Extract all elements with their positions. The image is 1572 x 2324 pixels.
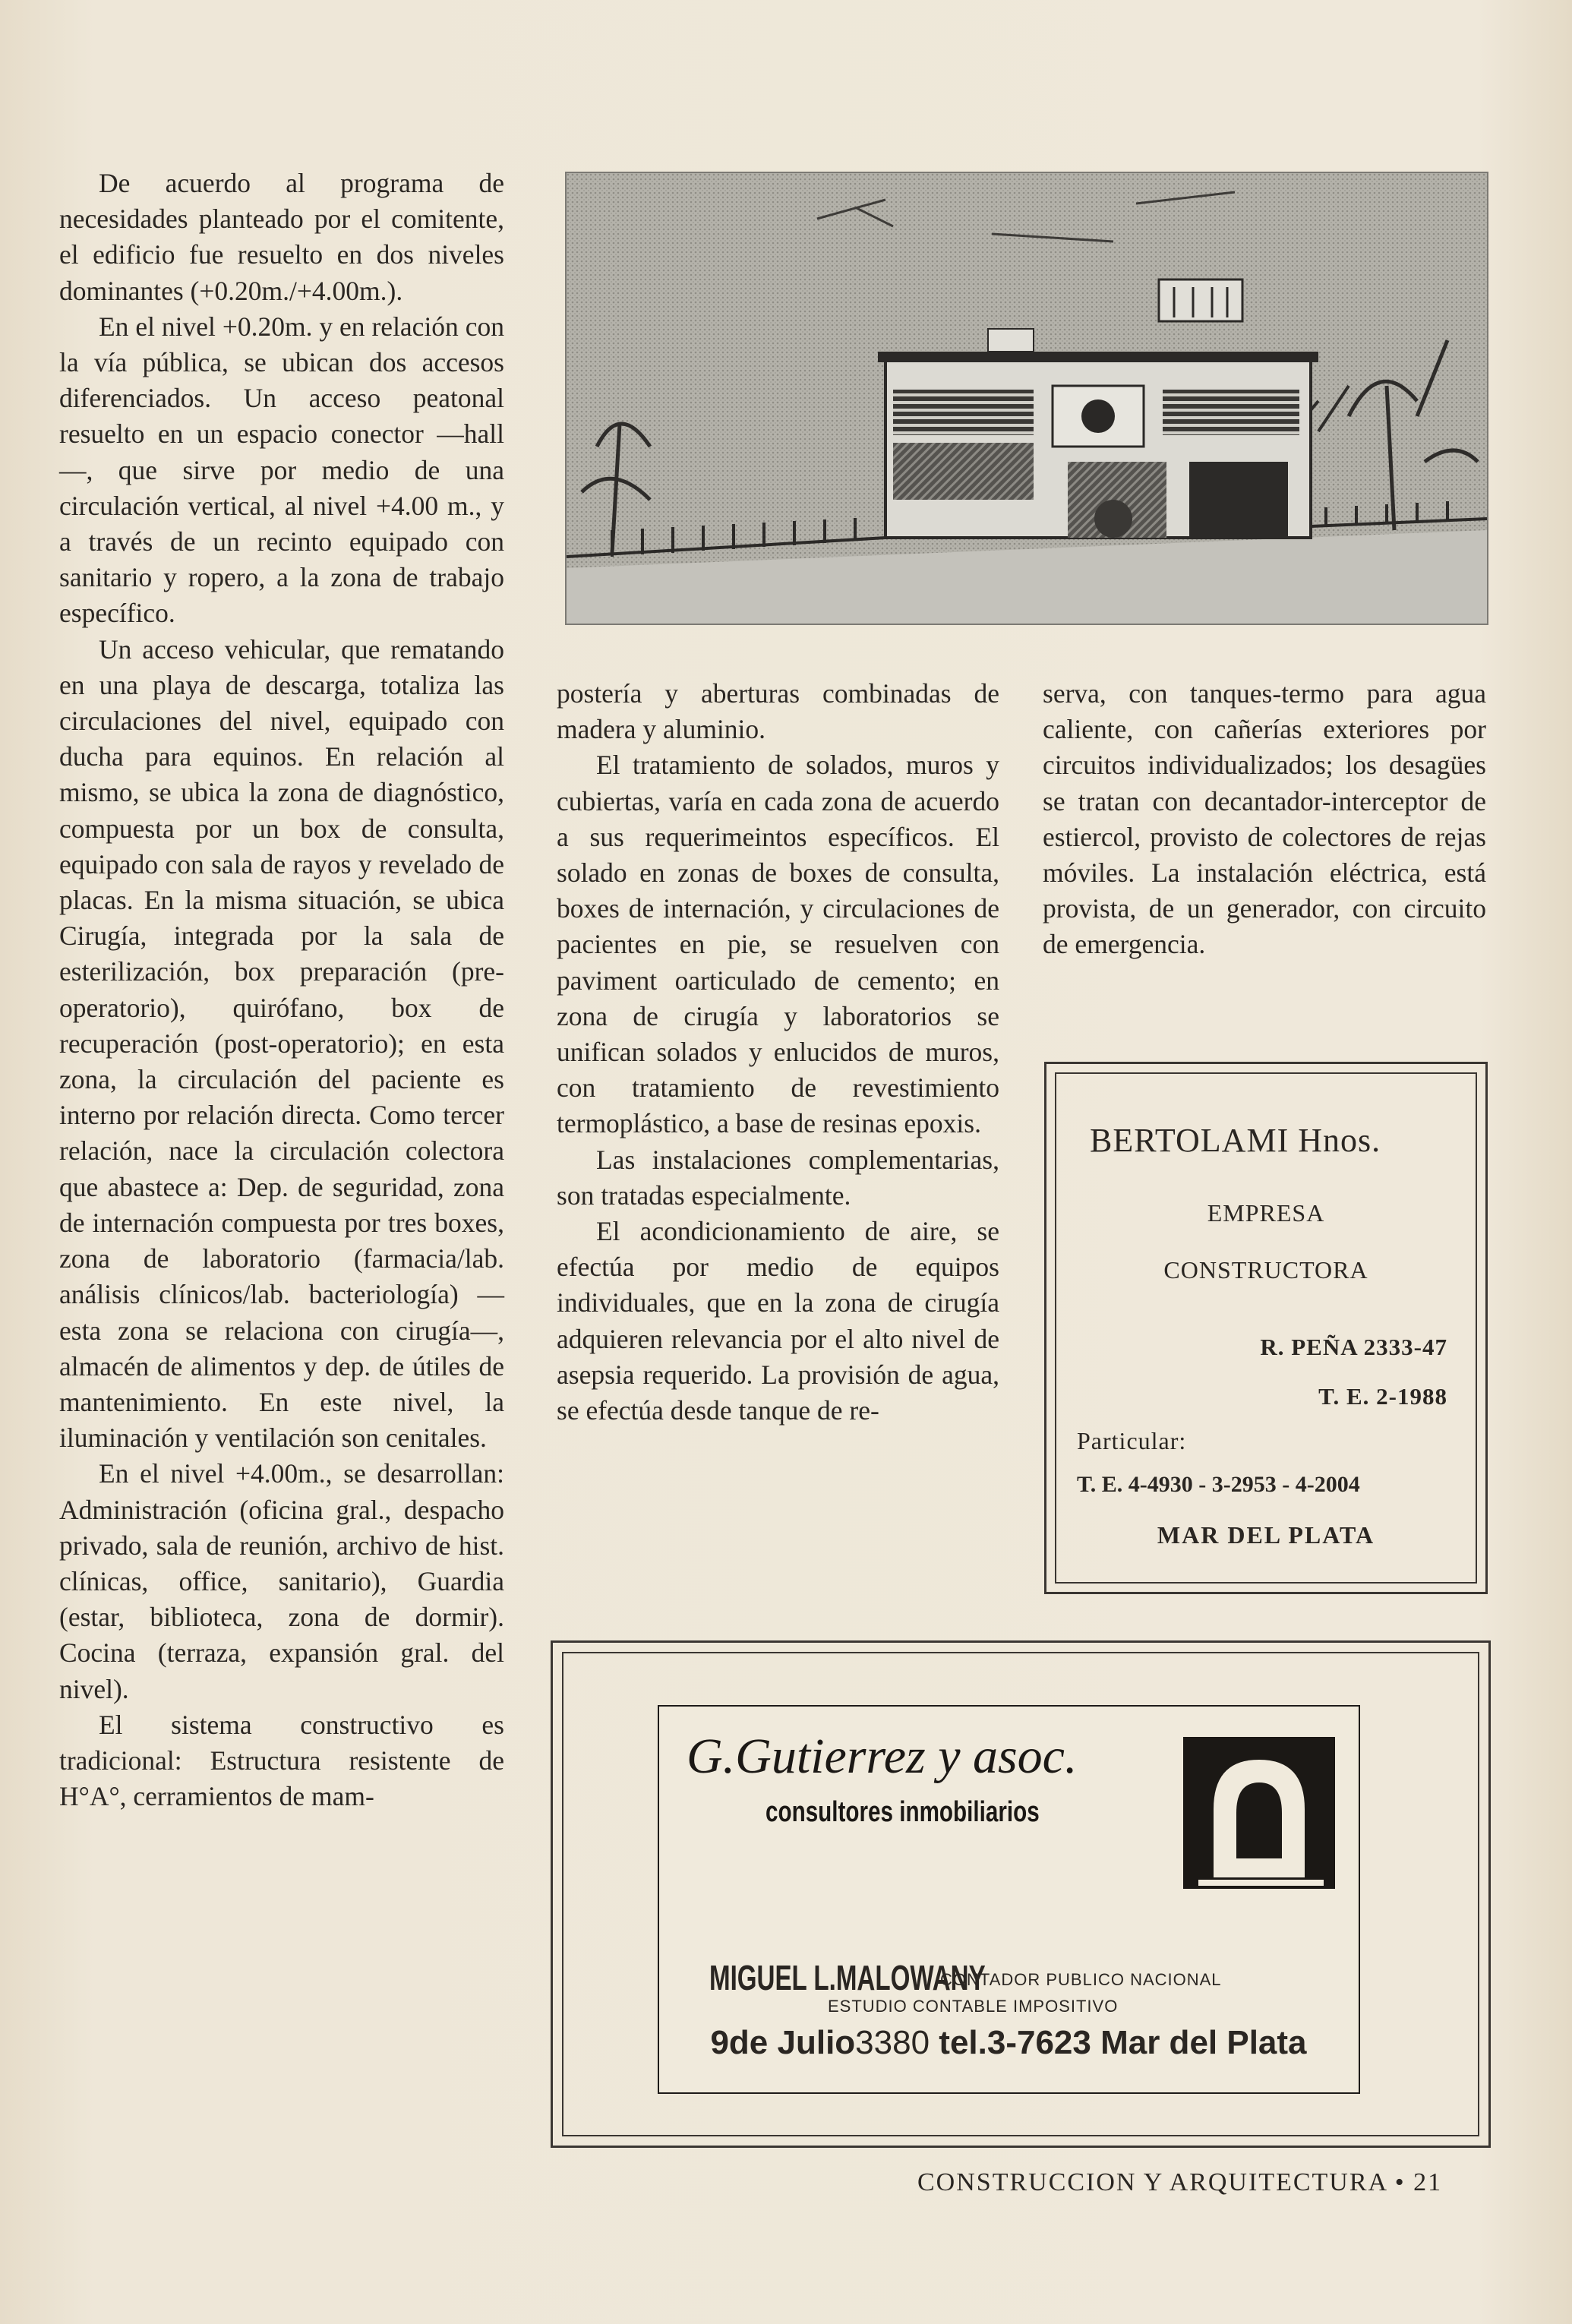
article-column-1 xyxy=(59,166,504,1814)
a-logo-icon xyxy=(1183,1737,1335,1889)
card-person-title: CONTADOR PUBLICO NACIONAL xyxy=(940,1970,1222,1989)
card-person-name: MIGUEL L.MALOWANY xyxy=(709,1958,986,1997)
article-paragraph: serva, con tanques-termo para agua caliente, con cañerías exteriores por circuitos individualizados; los desagües se tratan con decantador-interceptor de estiercol, provisto de colectores de rejas móviles. La instalación eléctrica, está provista, de un generador, con circuito de emergencia. xyxy=(1043,678,1486,960)
address-phone-city: tel.3-7623 Mar del Plata xyxy=(930,2024,1307,2061)
building-sketch-photo xyxy=(565,172,1488,625)
ad-company-name: BERTOLAMI Hnos. xyxy=(1090,1122,1381,1159)
ad-line-constructora: CONSTRUCTORA xyxy=(1163,1256,1368,1284)
article-paragraph: Un acceso vehicular, que rematando en una playa de descarga, totaliza las circulaciones del nivel, equipado con ducha para equinos. En relación al mismo, se ubica la zona de diagnóstico, compuesta por un box de consulta, equipado con sala de rayos y revelado de placas. En la misma situación, se ubica Cirugía, integrada por la sala de esterilización, box preparación (pre-operatorio), quirófano, box de recuperación (post-operatorio); en esta zona, la circulación del paciente es interno por relación directa. Como tercer relación, nace la circulación colectora que abastece a: Dep. de seguridad, zona de internación compuesta por tres boxes, zona de laboratorio (farmacia/lab. análisis clínicos/lab. bacteriología) —esta zona se relaciona con cirugía—, almacén de alimentos y dep. de útiles de mantenimiento. En este nivel, la iluminación y ventilación son cenitales. xyxy=(59,633,504,1454)
card-subtitle: consultores inmobiliarios xyxy=(765,1796,1040,1828)
address-street: 9de Julio xyxy=(710,2024,856,2061)
card-address xyxy=(667,2024,1350,2062)
gutierrez-advertisement xyxy=(551,1640,1491,2148)
article-column-3 xyxy=(1043,676,1486,963)
ad-address: R. PEÑA 2333-47 xyxy=(1260,1334,1447,1360)
ad-particular-phones: T. E. 4-4930 - 3-2953 - 4-2004 xyxy=(1077,1472,1360,1497)
article-paragraph: De acuerdo al programa de necesidades planteado por el comitente, el edificio fue resuelto en dos niveles dominantes (+0.20m./+4.00m.). xyxy=(59,168,504,306)
article-paragraph: El sistema constructivo es tradicional: Estructura resistente de H°A°, cerramientos de mam- xyxy=(59,1709,504,1812)
ad-city: MAR DEL PLATA xyxy=(1157,1521,1375,1549)
ad-particular-label: Particular: xyxy=(1077,1427,1187,1454)
page-footer: CONSTRUCCION Y ARQUITECTURA • 21 xyxy=(917,2168,1443,2196)
ad-line-empresa: EMPRESA xyxy=(1207,1199,1325,1227)
address-number: 3380 xyxy=(855,2024,930,2061)
article-column-2 xyxy=(557,676,999,1429)
card-company-name: G.Gutierrez y asoc. xyxy=(687,1729,1078,1784)
article-paragraph: El tratamiento de solados, muros y cubiertas, varía en cada zona de acuerdo a sus requerimeintos específicos. El solado en zonas de boxes de consulta, boxes de internación, y circulaciones de pacientes en pie, se resuelven con paviment oarticulado de cemento; en zona de cirugía y laboratorios se unifican solados y enlucidos de muros, con tratamiento de revestimiento termoplástico, a base de resinas epoxis. xyxy=(557,750,999,1139)
article-paragraph: postería y aberturas combinadas de madera y aluminio. xyxy=(557,678,999,745)
article-paragraph: El acondicionamiento de aire, se efectúa por medio de equipos individuales, que en la zona de cirugía adquieren relevancia por el alto nivel de asepsia requerido. La provisión de agua, se efectúa desde tanque de re- xyxy=(557,1216,999,1426)
card-studio: ESTUDIO CONTABLE IMPOSITIVO xyxy=(828,1997,1119,2016)
article-paragraph: Las instalaciones complementarias, son tratadas especialmente. xyxy=(557,1144,999,1211)
building-illustration xyxy=(567,173,1487,624)
business-card xyxy=(658,1705,1360,2094)
ad-phone: T. E. 2-1988 xyxy=(1318,1383,1447,1410)
bertolami-advertisement xyxy=(1044,1062,1488,1594)
article-paragraph: En el nivel +4.00m., se desarrollan: Administración (oficina gral., despacho privado, sala de reunión, archivo de hist. clínicas, office, sanitario), Guardia (estar, biblioteca, zona de dormir). Cocina (terraza, expansión gral. del nivel). xyxy=(59,1458,504,1704)
article-paragraph: En el nivel +0.20m. y en relación con la vía pública, se ubican dos accesos diferenciados. Un acceso peatonal resuelto en un espacio conector —hall—, que sirve por medio de una circulación vertical, al nivel +4.00 m., y a través de un recinto equipado con sanitario y ropero, a la zona de trabajo específico. xyxy=(59,311,504,629)
